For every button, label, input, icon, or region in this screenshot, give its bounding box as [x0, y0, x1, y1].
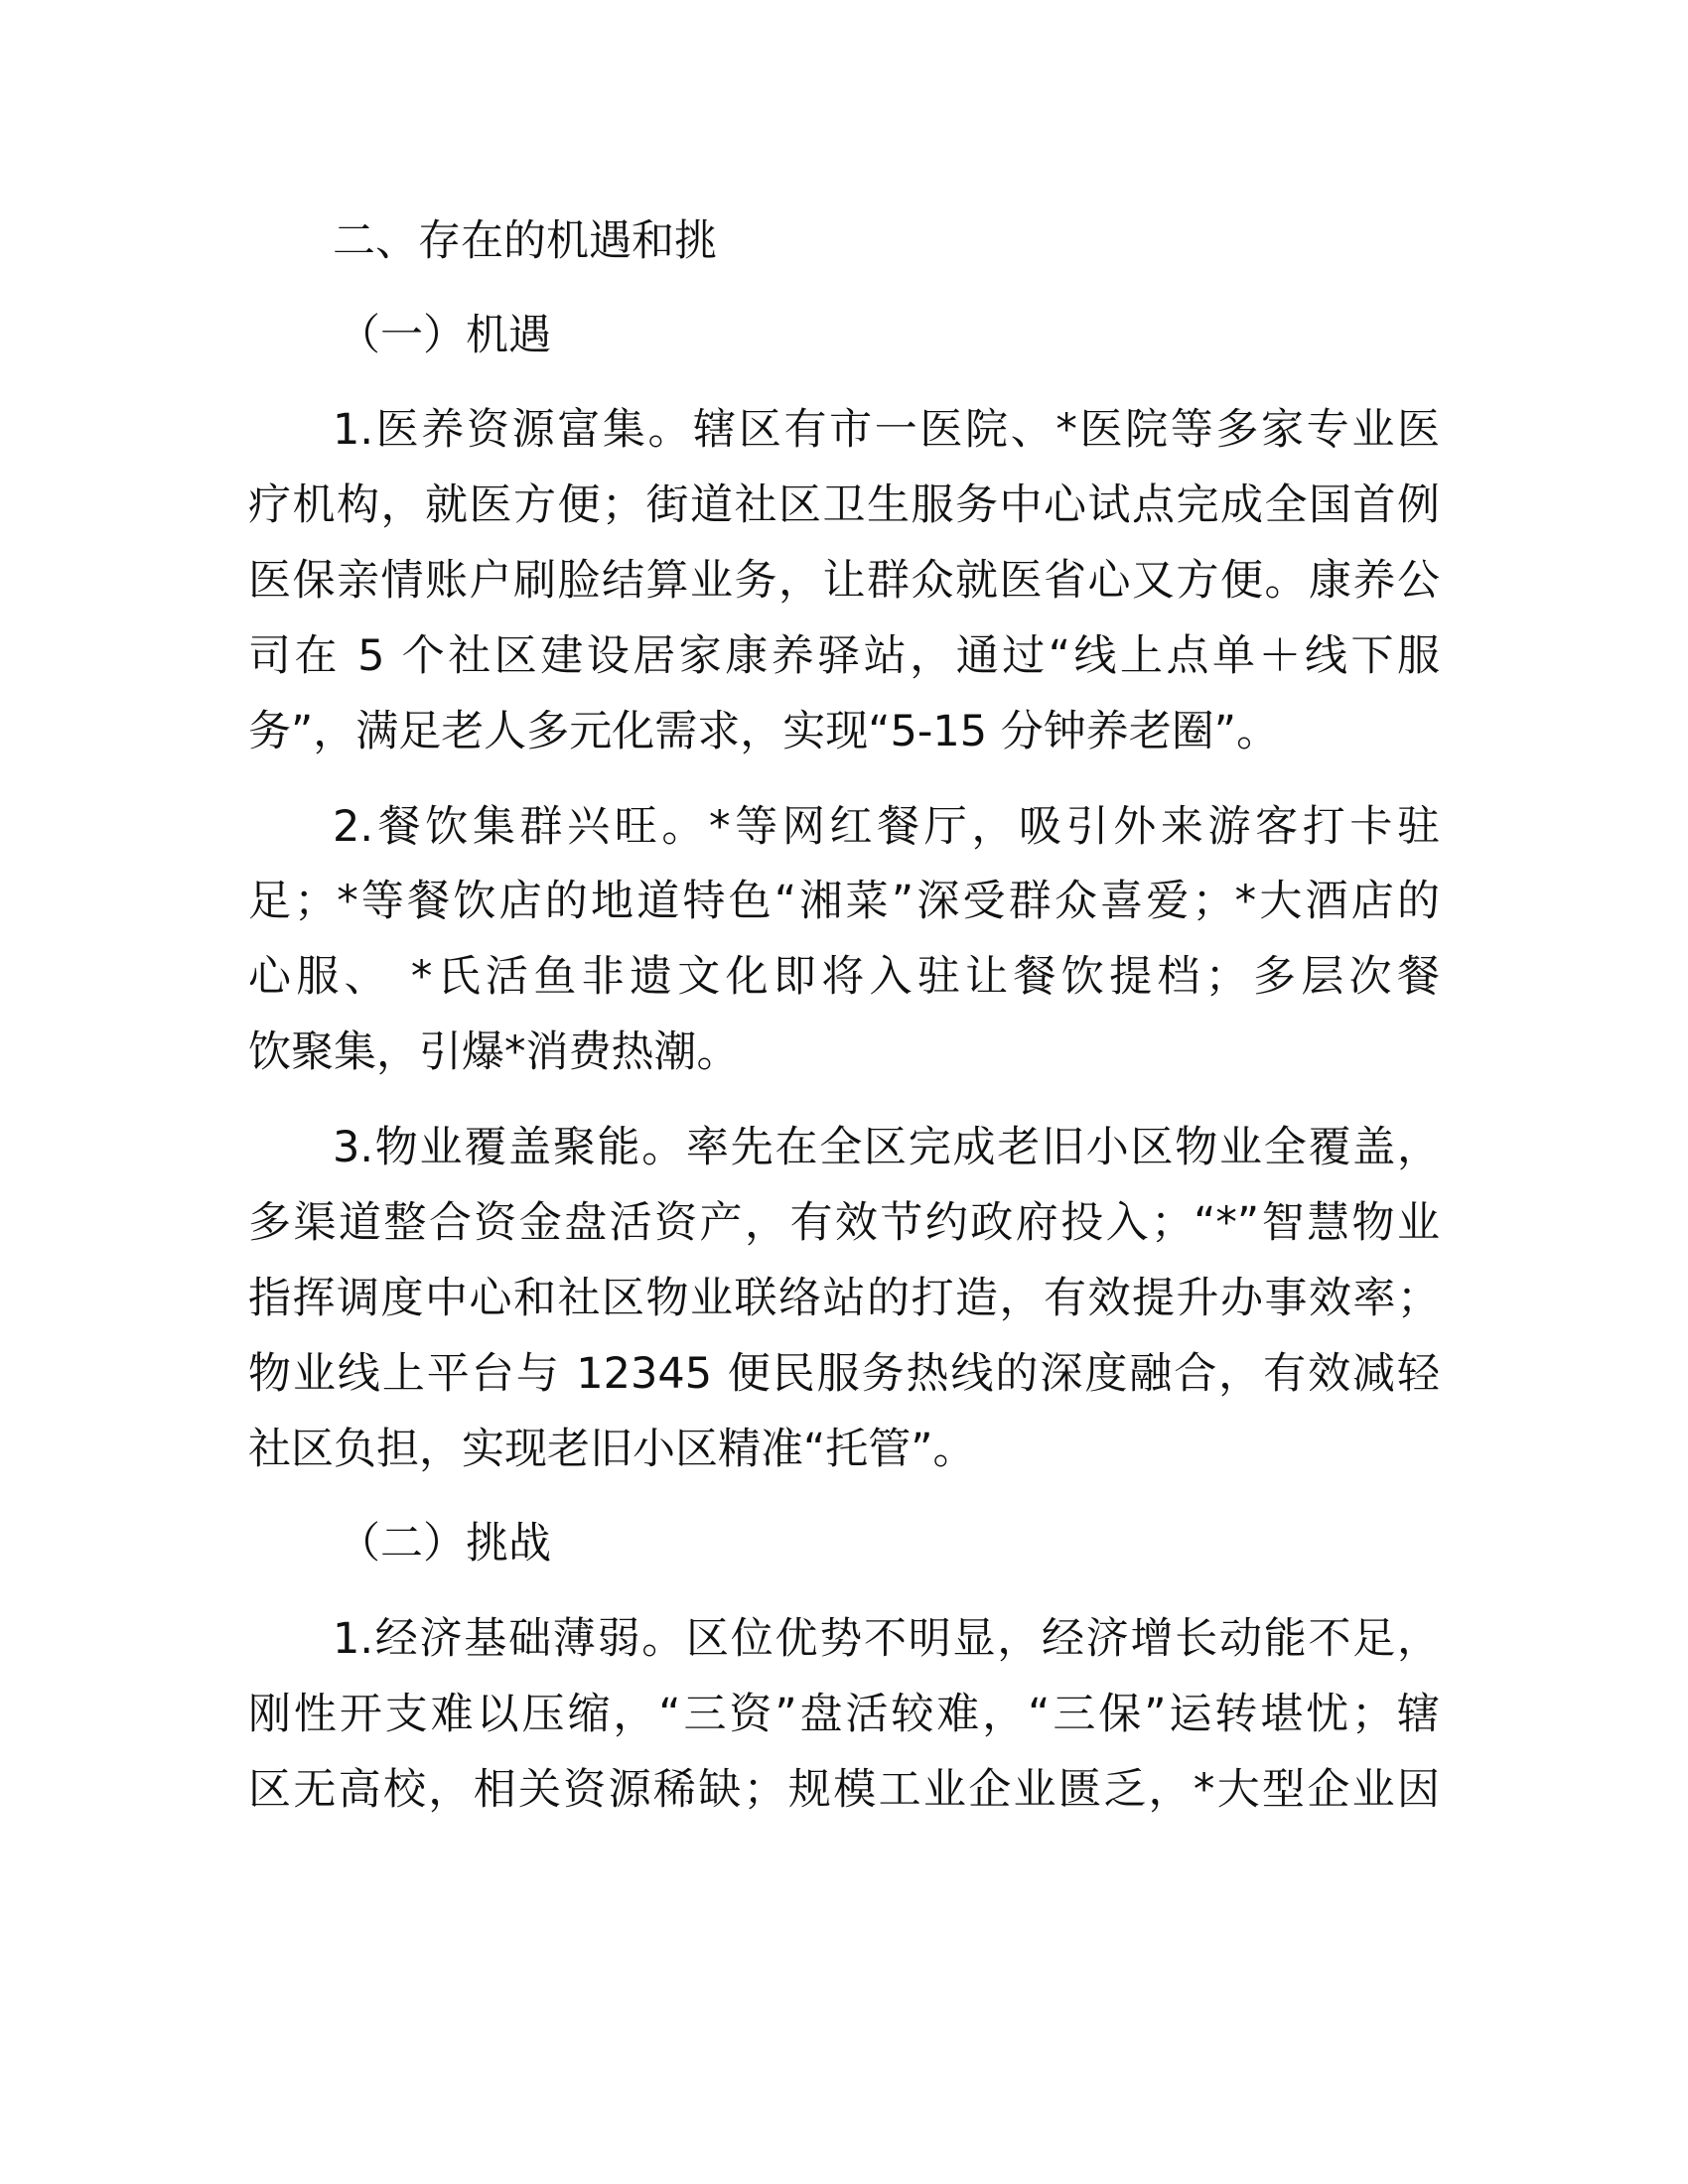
paragraph-line: 医保亲情账户刷脸结算业务，让群众就医省心又方便。康养公 — [248, 556, 1440, 606]
paragraph-line: 1.经济基础薄弱。区位优势不明显，经济增长动能不足， — [333, 1614, 1440, 1664]
paragraph-line: 司在 5 个社区建设居家康养驿站，通过“线上点单＋线下服 — [248, 631, 1440, 681]
paragraph-line: 足；*等餐饮店的地道特色“湘菜”深受群众喜爱；*大酒店的 — [248, 877, 1440, 926]
paragraph-line: 区无高校，相关资源稀缺；规模工业企业匮乏，*大型企业因 — [248, 1765, 1440, 1815]
paragraph-line: 指挥调度中心和社区物业联络站的打造，有效提升办事效率； — [248, 1274, 1440, 1323]
paragraph-line: 物业线上平台与 12345 便民服务热线的深度融合，有效减轻 — [248, 1349, 1440, 1399]
paragraph-line: 3.物业覆盖聚能。率先在全区完成老旧小区物业全覆盖， — [333, 1123, 1440, 1172]
paragraph-line: 2.餐饮集群兴旺。*等网红餐厅，吸引外来游客打卡驻 — [333, 802, 1440, 852]
paragraph-line: 疗机构，就医方便；街道社区卫生服务中心试点完成全国首例 — [248, 480, 1440, 530]
paragraph-line: 社区负担，实现老旧小区精准“托管”。 — [248, 1425, 976, 1474]
paragraph-line: 饮聚集，引爆*消费热潮。 — [248, 1027, 740, 1077]
paragraph-line: 务”，满足老人多元化需求，实现“5-15 分钟养老圈”。 — [248, 707, 1280, 756]
paragraph-line: 刚性开支难以压缩，“三资”盘活较难，“三保”运转堪忧；辖 — [248, 1690, 1440, 1739]
subsection-heading-opportunities: （一）机遇 — [338, 311, 551, 360]
subsection-heading-challenges: （二）挑战 — [338, 1519, 551, 1569]
paragraph-line: 多渠道整合资金盘活资产，有效节约政府投入；“*”智慧物业 — [248, 1198, 1440, 1248]
paragraph-line: 心服、 *氏活鱼非遗文化即将入驻让餐饮提档；多层次餐 — [248, 952, 1440, 1002]
section-title: 二、存在的机遇和挑 — [333, 216, 717, 266]
paragraph-line: 1.医养资源富集。辖区有市一医院、*医院等多家专业医 — [333, 405, 1440, 455]
